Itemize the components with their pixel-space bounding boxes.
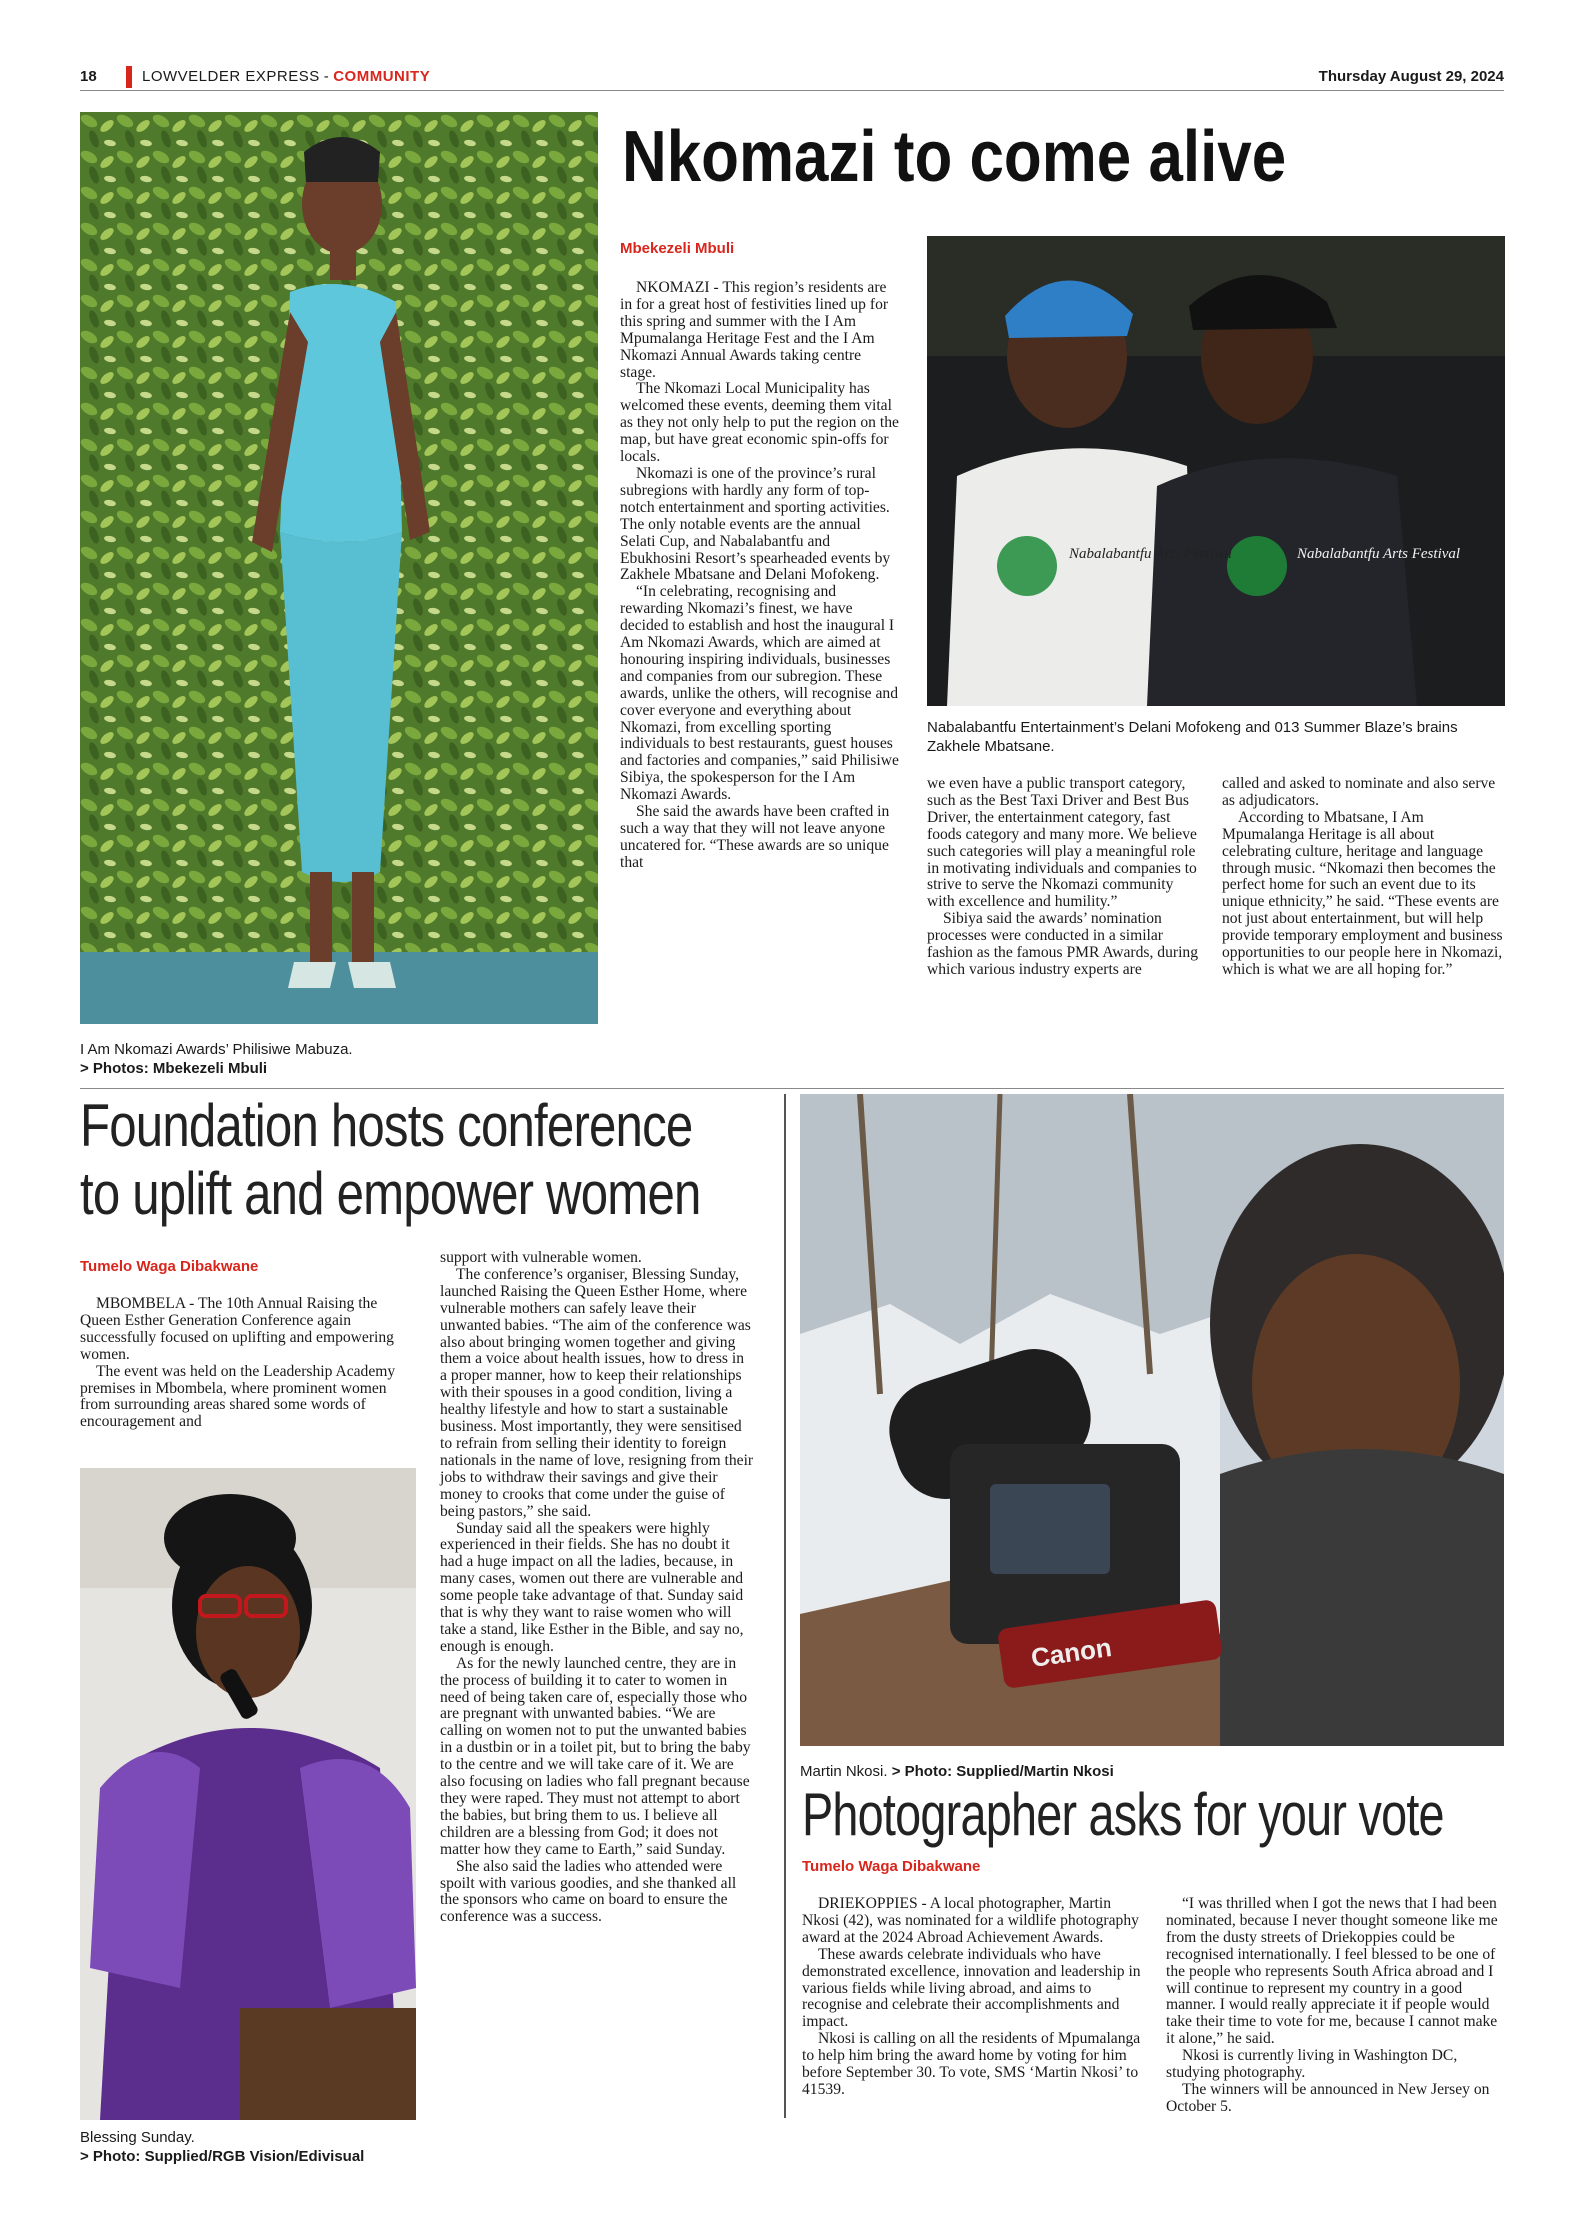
headline-photographer: Photographer asks for your vote (802, 1781, 1444, 1848)
paragraph: The event was held on the Leadership Academy premises in Mbombela, where prominent women from surrounding areas shared some words of encouragement and (80, 1362, 396, 1431)
photo-credit: > Photo: Supplied/Martin Nkosi (891, 1763, 1114, 1780)
publication-name: LOWVELDER EXPRESS (142, 68, 320, 85)
story3-column-2 (1166, 1896, 1504, 2116)
headline-nkomazi: Nkomazi to come alive (622, 117, 1287, 197)
paragraph: As for the newly launched centre, they are in the process of building it to cater to women in need of being taken care of, especially those who are pregnant with unwanted babies. “We are calling on women not to put the unwanted babies in a dustbin or in a toilet pit, but to bring the baby to the centre and we will take care of it. We are also focusing on ladies who fall pregnant because they were raped. They must not attempt to abort the babies, but bring them to us. I believe all children are a blessing from God; it does not matter how they came to Earth,” said Sunday. (440, 1654, 751, 1858)
story1-column-2 (927, 776, 1201, 979)
header-separator: - (323, 68, 330, 85)
paragraph: called and asked to nominate and also serve as adjudicators. (1222, 775, 1496, 809)
paragraph: The conference’s organiser, Blessing Sunday, launched Raising the Queen Esther Home, where vulnerable mothers can safely leave their unwanted babies. “The aim of the conference was also about bringing women together and giving them a voice about health issues, how to dress in a proper manner, how to keep their relationships with their spouses in a good condition, living a healthy lifestyle and how to start a sustainable business. Most importantly, they were sensitised to refrain from selling their identity to foreign nationals in the name of love, resigning from their jobs to withdraw their savings and give their money to crooks that come under the guise of being pastors,” she said. (440, 1265, 754, 1520)
paragraph: Sunday said all the speakers were highly experienced in their fields. She has no doubt it had a huge impact on all the ladies, because, in many cases, women out there are vulnerable and some people take advantage of that. Sunday said that is why they want to raise women who will take a stand, like Esther in the Bible, and say no, enough is enough. (440, 1519, 744, 1655)
photo-delani-caption: Nabalabantfu Entertainment’s Delani Mofokeng and 013 Summer Blaze’s brains Zakhele Mbatsane. (927, 719, 1458, 755)
photo-philisiwe-caption-block (80, 1040, 600, 1078)
photo-caption: Blessing Sunday. (80, 2129, 195, 2146)
paragraph: According to Mbatsane, I Am Mpumalanga Heritage is all about celebrating culture, heritage and language through music. “Nkomazi then becomes the perfect home for such an event due to its unique ethnicity,” he said. “These events are not just about entertainment, but will help provide temporary employment and business opportunities to our people here in Nkomazi, which is what we are all hoping for.” (1222, 808, 1503, 978)
headline-foundation-line-2: to uplift and empower women (80, 1160, 701, 1227)
publication-header (142, 68, 430, 85)
header-accent-bar (126, 66, 132, 88)
tshirt-print-1: Nabalabantfu Arts Festival (1069, 546, 1233, 562)
column-divider (784, 1094, 786, 2118)
paragraph: She said the awards have been crafted in such a way that they will not leave anyone uncatered for. “These awards are so unique that (620, 803, 890, 871)
camera-brand-label: Canon (1029, 1631, 1114, 1673)
photo-caption: Martin Nkosi. (800, 1763, 888, 1780)
paragraph: “In celebrating, recognising and rewarding Nkomazi’s finest, we have decided to establish and host the inaugural I Am Nkomazi Awards, which are aimed at honouring inspiring individuals, businesses and companies from our subregion. These awards, unlike the others, will recognise and cover everyone and everything about Nkomazi, from excelling sporting individuals to best restaurants, guest houses and factories and companies,” said Philisiwe Sibiya, the spokesperson for the I Am Nkomazi Awards. (620, 583, 899, 804)
photo-caption: I Am Nkomazi Awards’ Philisiwe Mabuza. (80, 1041, 353, 1058)
paragraph: Sibiya said the awards’ nomination processes were conducted in a similar fashion as the famous PMR Awards, during which various industry experts are (927, 910, 1199, 978)
paragraph: MBOMBELA - The 10th Annual Raising the Queen Esther Generation Conference again successfully focused on uplifting and empowering women. (80, 1295, 394, 1363)
paragraph: Nkosi is calling on all the residents of Mpumalanga to help him bring the award home by voting for him before September 30. To vote, SMS ‘Martin Nkosi’ to 41539. (802, 2030, 1141, 2098)
photo-martin-nkosi (800, 1094, 1504, 1746)
photo-delani-zakhele (927, 236, 1505, 706)
paragraph: we even have a public transport category, such as the Best Taxi Driver and Best Bus Driver, the entertainment category, fast foods category and many more. We believe such categories will play a meaningful role in motivating individuals and companies to strive to serve the Nkomazi community with excellence and humility.” (927, 775, 1197, 911)
paragraph: She also said the ladies who attended were spoilt with various goodies, and she thanked all the sponsors who came on board to ensure the conference was a success. (440, 1857, 737, 1926)
story1-column-1 (620, 280, 900, 872)
story3-column-1 (802, 1896, 1142, 2099)
photo-philisiwe-mabuza (80, 112, 598, 1024)
photo-blessing-caption-block (80, 2128, 420, 2166)
header-rule (80, 90, 1504, 91)
issue-date: Thursday August 29, 2024 (1318, 68, 1504, 85)
story2-column-2 (440, 1250, 754, 1926)
byline-tumelo-2: Tumelo Waga Dibakwane (802, 1858, 981, 1875)
paragraph: support with vulnerable women. (440, 1249, 642, 1266)
page-number: 18 (80, 68, 97, 85)
byline-mbekezeli: Mbekezeli Mbuli (620, 240, 735, 257)
story1-column-3 (1222, 776, 1504, 979)
tshirt-print-2: Nabalabantfu Arts Festival (1297, 546, 1461, 562)
photo-blessing-sunday (80, 1468, 416, 2120)
paragraph: Nkosi is currently living in Washington DC, studying photography. (1166, 2047, 1458, 2082)
paragraph: The Nkomazi Local Municipality has welcomed these events, deeming them vital as they not only help to put the region on the map, but have great economic spin-offs for locals. (620, 380, 899, 466)
photo-credit: > Photos: Mbekezeli Mbuli (80, 1060, 268, 1077)
photo-martin-caption-block (800, 1762, 1504, 1781)
section-divider (80, 1088, 1504, 1089)
story2-column-1 (80, 1296, 410, 1431)
paragraph: DRIEKOPPIES - A local photographer, Martin Nkosi (42), was nominated for a wildlife photography award at the 2024 Abroad Achievement Awards. (802, 1895, 1139, 1946)
paragraph: These awards celebrate individuals who have demonstrated excellence, innovation and leadership in various fields while living abroad, and aims to recognise and celebrate their accomplishments and impact. (802, 1945, 1141, 2031)
photo-credit: > Photo: Supplied/RGB Vision/Edivisual (80, 2148, 365, 2165)
paragraph: The winners will be announced in New Jersey on October 5. (1166, 2080, 1490, 2115)
paragraph: Nkomazi is one of the province’s rural subregions with hardly any form of top-notch entertainment and sporting activities. The only notable events are the annual Selati Cup, and Nabalabantfu and Ebukhosini Resort’s spearheaded events by Zakhele Mbatsane and Delani Mofokeng. (620, 464, 891, 584)
paragraph: “I was thrilled when I got the news that I had been nominated, because I never thought someone like me from the dusty streets of Driekoppies could be recognised internationally. I feel blessed to be one of the people who represents South Africa abroad and I will continue to represent my country in a good manner. I would really appreciate it if people would take their time to vote for me, because I cannot make it alone,” he said. (1166, 1895, 1498, 2048)
section-name: COMMUNITY (333, 68, 431, 85)
byline-tumelo: Tumelo Waga Dibakwane (80, 1258, 259, 1275)
headline-foundation-line-1: Foundation hosts conference (80, 1092, 693, 1159)
paragraph: NKOMAZI - This region’s residents are in for a great host of festivities lined up for this spring and summer with the I Am Mpumalanga Heritage Fest and the I Am Nkomazi Annual Awards taking centre stage. (620, 279, 889, 381)
